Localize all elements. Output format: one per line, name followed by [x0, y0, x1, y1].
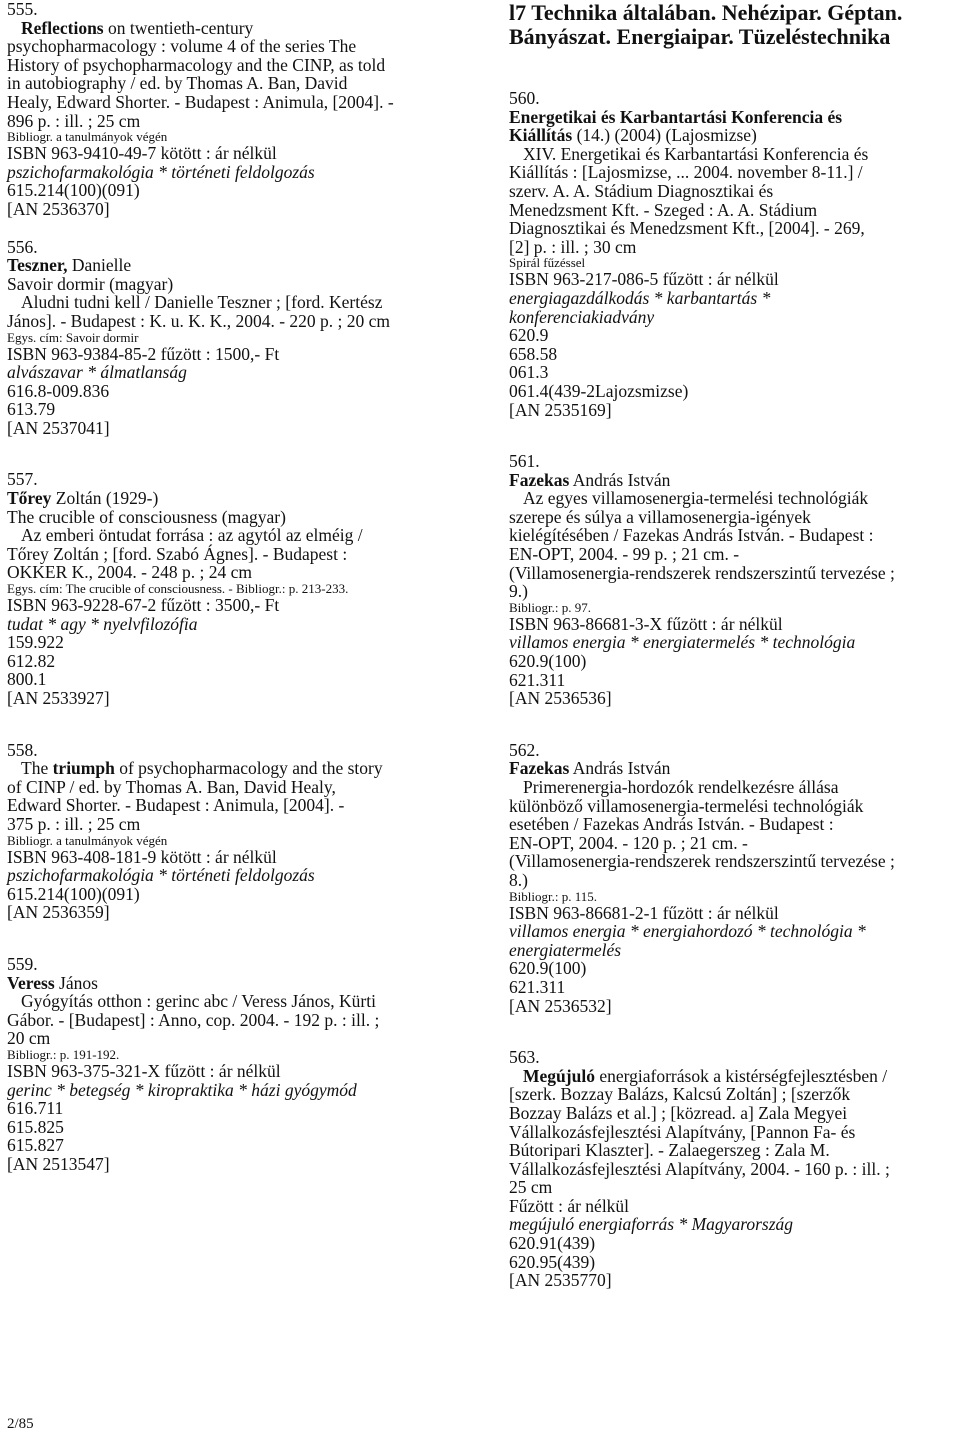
entry-number: 555.	[7, 0, 38, 19]
entry-562	[509, 741, 954, 1015]
entry-note: Spirál fűzéssel	[509, 255, 586, 271]
entry-an: [AN 2533927]	[7, 688, 110, 708]
entry-isbn: ISBN 963-408-181-9 kötött : ár nélkül	[7, 846, 277, 867]
entry-an: [AN 2536359]	[7, 902, 110, 923]
entry-557	[7, 470, 477, 707]
author-surname: Veress	[7, 972, 55, 993]
entry-an: [AN 2536370]	[7, 198, 110, 219]
author-surname: Fazekas	[509, 758, 570, 779]
entry-an: [AN 2513547]	[7, 1153, 110, 1174]
entry-author: Fazekas András István	[509, 758, 671, 779]
entry-line: Gyógyítás otthon : gerinc abc / Veress János, Kürti	[21, 991, 376, 1012]
entry-line: EN-OPT, 2004. - 99 p. ; 21 cm. -	[509, 544, 740, 565]
entry-classification: 615.214(100)(091)	[7, 883, 140, 904]
entry-isbn: ISBN 963-9384-85-2 fűzött : 1500,- Ft	[7, 343, 280, 364]
entry-line: Gábor. - [Budapest] : Anno, cop. 2004. - 192 p. : ill. ;	[7, 1009, 380, 1030]
entry-classification: 061.3	[509, 362, 549, 383]
entry-line: in autobiography / ed. by Thomas A. Ban, David	[7, 73, 348, 94]
entry-title: The triumph of psychopharmacology and the story	[21, 758, 383, 779]
entry-line: [szerk. Bozzay Balázs, Kalcsú Zoltán] ; [szerzők	[509, 1084, 851, 1105]
section-heading	[509, 2, 954, 48]
entry-subjects: villamos energia * energiahordozó * technológia *	[509, 921, 866, 942]
entry-line: Vállalkozásfejlesztési Alapítvány, [Pannon Fa- és	[509, 1121, 856, 1142]
entry-note: Bibliogr. a tanulmányok végén	[7, 129, 168, 145]
entry-classification: 615.825	[7, 1116, 64, 1137]
entry-line: 896 p. : ill. ; 25 cm	[7, 110, 141, 131]
entry-classification: 620.91(439)	[509, 1233, 596, 1254]
entry-isbn: ISBN 963-9228-67-2 fűzött : 3500,- Ft	[7, 595, 280, 616]
entry-note: Egys. cím: The crucible of consciousness. - Bibliogr.: p. 213-233.	[7, 581, 349, 597]
entry-title: Megújuló energiaforrások a kistérségfejlesztésben /	[523, 1065, 888, 1086]
entry-classification: 620.9	[509, 325, 549, 346]
entry-price: Fűzött : ár nélkül	[509, 1195, 630, 1216]
entry-classification: 620.9(100)	[509, 958, 587, 979]
entry-line: Kiállítás : [Lajosmizse, ... 2004. november 8-11.] /	[509, 162, 863, 183]
entry-line: Primerenergia-hordozók rendelkezésre állása	[523, 777, 839, 797]
entry-author: Fazekas András István	[509, 469, 671, 490]
entry-line: 25 cm	[509, 1177, 553, 1198]
title-keyword: triumph	[52, 758, 115, 779]
left-column	[7, 0, 477, 1173]
entry-line: szerv. A. A. Stádium Diagnosztikai és	[509, 180, 774, 201]
author-surname: Tőrey	[7, 488, 52, 509]
entry-note: Bibliogr. a tanulmányok végén	[7, 832, 168, 848]
entry-558	[7, 741, 477, 922]
entry-line: Menedzsment Kft. - Szeged : A. A. Stádium	[509, 199, 818, 220]
entry-subjects: alvászavar * álmatlanság	[7, 362, 187, 383]
entry-classification: 658.58	[509, 343, 558, 364]
entry-subjects: gerinc * betegség * kiropraktika * házi gyógymód	[7, 1079, 357, 1100]
section-heading-line: Bányászat. Energiaipar. Tüzeléstechnika	[509, 24, 891, 49]
entry-classification: 621.311	[509, 669, 566, 690]
title-keyword: Reflections	[21, 17, 104, 38]
entry-line: 20 cm	[7, 1028, 51, 1049]
entry-line: Healy, Edward Shorter. - Budapest : Animula, [2004]. -	[7, 91, 394, 112]
author-surname: Teszner,	[7, 255, 68, 276]
entry-isbn: ISBN 963-86681-2-1 fűzött : ár nélkül	[509, 902, 779, 923]
entry-classification: 061.4(439-2Lajozsmizse)	[509, 380, 689, 401]
entry-line: EN-OPT, 2004. - 120 p. ; 21 cm. -	[509, 832, 748, 853]
entry-an: [AN 2536536]	[509, 688, 612, 709]
entry-line: Az egyes villamosenergia-termelési technológiák	[523, 488, 869, 509]
entry-classification: 615.214(100)(091)	[7, 180, 140, 201]
entry-classification: 800.1	[7, 669, 47, 690]
entry-subjects: pszichofarmakológia * történeti feldolgozás	[7, 865, 315, 886]
title-keyword: Kiállítás	[509, 125, 573, 146]
entry-line: [2] p. : ill. ; 30 cm	[509, 236, 637, 257]
entry-note: Bibliogr.: p. 191-192.	[7, 1046, 120, 1062]
entry-subjects: konferenciakiadvány	[509, 306, 655, 327]
entry-classification: 615.827	[7, 1135, 64, 1156]
entry-subjects: energiagazdálkodás * karbantartás *	[509, 287, 771, 308]
entry-note: Bibliogr.: p. 97.	[509, 599, 591, 615]
entry-line: Tőrey Zoltán ; [ford. Szabó Ágnes]. - Budapest :	[7, 543, 348, 564]
entry-an: [AN 2536532]	[509, 995, 612, 1016]
entry-line: különböző villamosenergia-termelési technológiák	[509, 795, 864, 816]
entry-number: 559.	[7, 953, 38, 974]
entry-line: OKKER K., 2004. - 248 p. ; 24 cm	[7, 562, 252, 583]
entry-isbn: ISBN 963-217-086-5 fűzött : ár nélkül	[509, 269, 779, 290]
entry-subjects: pszichofarmakológia * történeti feldolgozás	[7, 161, 315, 182]
entry-line: János]. - Budapest : K. u. K. K., 2004. - 220 p. ; 20 cm	[7, 310, 391, 331]
entry-number: 560.	[509, 88, 540, 108]
entry-title: Kiállítás (14.) (2004) (Lajosmizse)	[509, 125, 757, 146]
entry-classification: 621.311	[509, 976, 566, 997]
entry-line: (Villamosenergia-rendszerek rendszerszintű tervezése ;	[509, 562, 895, 583]
entry-subjects: tudat * agy * nyelvfilozófia	[7, 613, 198, 634]
entry-563	[509, 1048, 954, 1290]
entry-line: esetében / Fazekas András István. - Budapest :	[509, 814, 834, 835]
entry-561	[509, 452, 954, 708]
entry-original-title: Savoir dormir (magyar)	[7, 273, 174, 294]
entry-subjects: villamos energia * energiatermelés * technológia	[509, 632, 856, 653]
entry-number: 563.	[509, 1047, 540, 1068]
entry-line: Aludni tudni kell / Danielle Teszner ; [ford. Kertész	[21, 292, 383, 313]
entry-line: 375 p. : ill. ; 25 cm	[7, 813, 141, 834]
entry-author: Veress János	[7, 972, 98, 993]
entry-isbn: ISBN 963-375-321-X fűzött : ár nélkül	[7, 1060, 281, 1081]
entry-subjects: energiatermelés	[509, 939, 622, 960]
entry-line: szerepe és súlya a villamosenergia-igények	[509, 506, 811, 527]
entry-an: [AN 2535770]	[509, 1270, 612, 1291]
entry-number: 557.	[7, 469, 38, 490]
entry-line: Bozzay Balázs et al.] ; [közread. a] Zala Megyei	[509, 1102, 848, 1123]
entry-line: Vállalkozásfejlesztési Alapítvány, 2004. - 160 p. : ill. ;	[509, 1158, 890, 1179]
entry-classification: 616.8-009.836	[7, 380, 110, 401]
entry-an: [AN 2537041]	[7, 417, 110, 438]
entry-line: Bútoripari Klaszter]. - Zalaegerszeg : Zala M.	[509, 1140, 830, 1161]
entry-line: of CINP / ed. by Thomas A. Ban, David Healy,	[7, 776, 336, 797]
entry-line: XIV. Energetikai és Karbantartási Konferencia és	[523, 143, 869, 164]
entry-line: History of psychopharmacology and the CINP, as told	[7, 54, 386, 75]
entry-line: Az emberi öntudat forrása : az agytól az elméig /	[21, 525, 363, 546]
entry-line: Diagnosztikai és Menedzsment Kft., [2004]. - 269,	[509, 218, 865, 239]
entry-author: Teszner, Danielle	[7, 255, 132, 276]
entry-559	[7, 955, 477, 1174]
entry-555	[7, 0, 477, 219]
entry-classification: 620.9(100)	[509, 651, 587, 672]
entry-original-title: The crucible of consciousness (magyar)	[7, 506, 286, 527]
entry-line: 8.)	[509, 869, 528, 890]
entry-note: Egys. cím: Savoir dormir	[7, 329, 139, 345]
entry-classification: 620.95(439)	[509, 1251, 596, 1272]
entry-classification: 613.79	[7, 399, 56, 420]
right-column	[509, 0, 954, 1290]
entry-line: (Villamosenergia-rendszerek rendszerszintű tervezése ;	[509, 851, 895, 872]
entry-line: 9.)	[509, 581, 528, 602]
entry-isbn: ISBN 963-9410-49-7 kötött : ár nélkül	[7, 143, 277, 164]
entry-line: Edward Shorter. - Budapest : Animula, [2004]. -	[7, 795, 345, 816]
entry-isbn: ISBN 963-86681-3-X fűzött : ár nélkül	[509, 613, 783, 634]
entry-number: 556.	[7, 236, 38, 257]
entry-classification: 612.82	[7, 650, 56, 671]
entry-number: 561.	[509, 451, 540, 472]
entry-subjects: megújuló energiaforrás * Magyarország	[509, 1214, 794, 1235]
author-surname: Fazekas	[509, 469, 570, 490]
entry-an: [AN 2535169]	[509, 399, 612, 420]
entry-line: psychopharmacology : volume 4 of the series The	[7, 36, 357, 57]
entry-classification: 616.711	[7, 1098, 64, 1119]
entry-line: kielégítésében / Fazekas András István. - Budapest :	[509, 525, 874, 546]
entry-note: Bibliogr.: p. 115.	[509, 888, 597, 904]
entry-classification: 159.922	[7, 632, 64, 653]
entry-author: Tőrey Zoltán (1929-)	[7, 488, 159, 509]
entry-title: Reflections on twentieth-century	[21, 17, 254, 38]
entry-number: 562.	[509, 739, 540, 760]
entry-556	[7, 238, 477, 438]
page-number: 2/85	[7, 1416, 34, 1432]
section-heading-line: l7 Technika általában. Nehézipar. Géptan.	[509, 0, 903, 25]
entry-title: Energetikai és Karbantartási Konferencia és	[509, 106, 843, 127]
title-keyword: Megújuló	[523, 1065, 595, 1086]
entry-560	[509, 89, 954, 419]
entry-number: 558.	[7, 739, 38, 760]
